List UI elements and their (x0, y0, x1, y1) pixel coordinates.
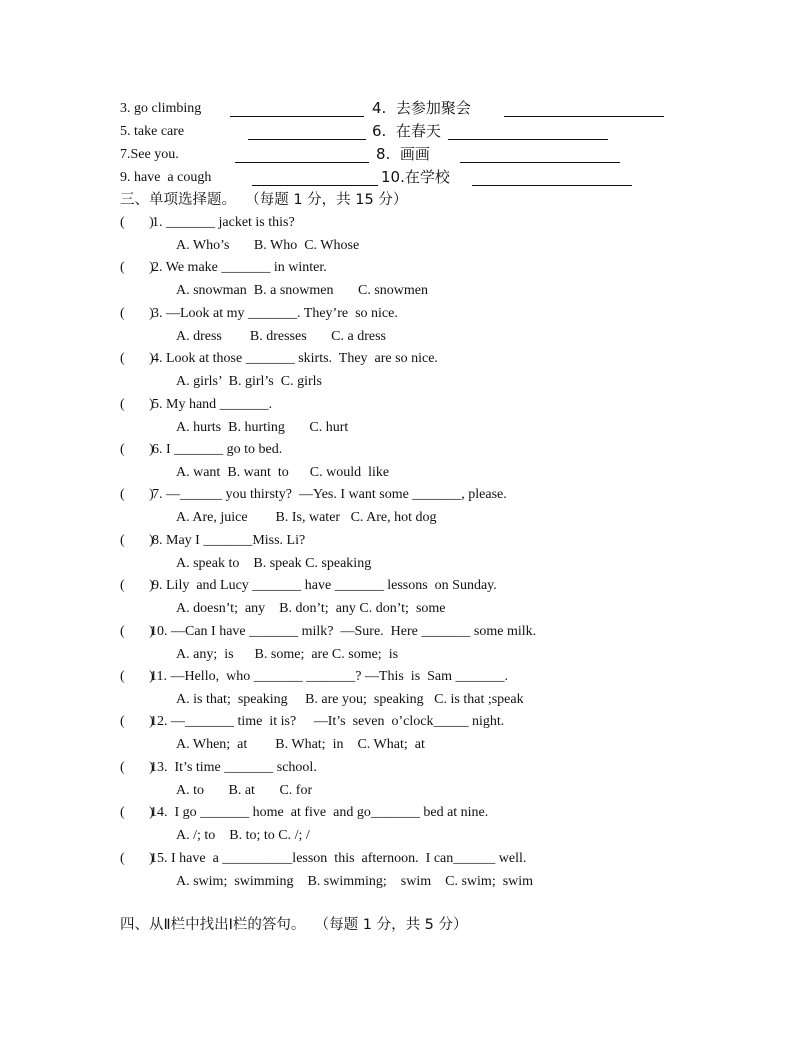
answer-paren[interactable]: ( ) (120, 215, 154, 230)
question-options: A. want B. want to C. would like (176, 465, 390, 480)
answer-blank[interactable] (504, 116, 664, 117)
phrase-en: 5. take care (120, 124, 185, 139)
phrase-cn: 10.在学校 (381, 168, 450, 186)
answer-paren[interactable]: ( ) (120, 851, 154, 866)
question-options: A. girls’ B. girl’s C. girls (176, 374, 322, 389)
question-options: A. dress B. dresses C. a dress (176, 329, 386, 344)
question-options: A. hurts B. hurting C. hurt (176, 420, 349, 435)
answer-paren[interactable]: ( ) (120, 442, 154, 457)
answer-paren[interactable]: ( ) (120, 805, 154, 820)
answer-blank[interactable] (248, 139, 366, 140)
question-text: 10. —Can I have _______ milk? —Sure. Here _______ some milk. (150, 624, 537, 639)
question-options: A. to B. at C. for (176, 783, 313, 798)
question-text: 7. —______ you thirsty? —Yes. I want some _______, please. (152, 487, 507, 502)
question-options: A. speak to B. speak C. speaking (176, 556, 372, 571)
question-text: 11. —Hello, who _______ _______? —This is Sam _______. (150, 669, 509, 684)
phrase-cn: 6. 在春天 (372, 122, 441, 140)
answer-paren[interactable]: ( ) (120, 578, 154, 593)
phrase-en: 3. go climbing (120, 101, 202, 116)
answer-blank[interactable] (460, 162, 620, 163)
phrase-en: 9. have a cough (120, 170, 212, 185)
question-options: A. swim; swimming B. swimming; swim C. swim; swim (176, 874, 534, 889)
phrase-en: 7.See you. (120, 147, 179, 162)
question-options: A. Are, juice B. Is, water C. Are, hot dog (176, 510, 437, 525)
question-options: A. any; is B. some; are C. some; is (176, 647, 399, 662)
phrase-cn: 8. 画画 (376, 145, 430, 163)
question-text: 13. It’s time _______ school. (150, 760, 317, 775)
question-options: A. When; at B. What; in C. What; at (176, 737, 425, 752)
section-3-title: 三、单项选择题。 （每题 1 分，共 15 分） (120, 192, 408, 208)
answer-paren[interactable]: ( ) (120, 624, 154, 639)
section-4-title: 四、从Ⅱ栏中找出Ⅰ栏的答句。 （每题 1 分，共 5 分） (120, 917, 468, 933)
question-text: 8. May I _______Miss. Li? (152, 533, 306, 548)
answer-blank[interactable] (448, 139, 608, 140)
question-text: 4. Look at those _______ skirts. They are so nice. (152, 351, 438, 366)
answer-paren[interactable]: ( ) (120, 533, 154, 548)
answer-paren[interactable]: ( ) (120, 669, 154, 684)
answer-paren[interactable]: ( ) (120, 306, 154, 321)
question-text: 5. My hand _______. (152, 397, 273, 412)
answer-paren[interactable]: ( ) (120, 260, 154, 275)
question-text: 14. I go _______ home at five and go_______ bed at nine. (150, 805, 489, 820)
answer-paren[interactable]: ( ) (120, 714, 154, 729)
answer-paren[interactable]: ( ) (120, 351, 154, 366)
answer-paren[interactable]: ( ) (120, 760, 154, 775)
question-text: 12. —_______ time it is? —It’s seven o’clock_____ night. (150, 714, 505, 729)
question-options: A. is that; speaking B. are you; speaking C. is that ;speak (176, 692, 524, 707)
question-options: A. Who’s B. Who C. Whose (176, 238, 360, 253)
answer-blank[interactable] (472, 185, 632, 186)
question-text: 6. I _______ go to bed. (152, 442, 283, 457)
answer-paren[interactable]: ( ) (120, 487, 154, 502)
question-options: A. snowman B. a snowmen C. snowmen (176, 283, 428, 298)
answer-blank[interactable] (252, 185, 378, 186)
question-text: 2. We make _______ in winter. (152, 260, 327, 275)
answer-blank[interactable] (235, 162, 369, 163)
phrase-cn: 4. 去参加聚会 (372, 99, 471, 117)
question-options: A. doesn’t; any B. don’t; any C. don’t; some (176, 601, 446, 616)
question-options: A. /; to B. to; to C. /; / (176, 828, 310, 843)
question-text: 15. I have a __________lesson this afternoon. I can______ well. (150, 851, 527, 866)
answer-paren[interactable]: ( ) (120, 397, 154, 412)
question-text: 3. —Look at my _______. They’re so nice. (152, 306, 398, 321)
question-text: 1. _______ jacket is this? (152, 215, 295, 230)
answer-blank[interactable] (230, 116, 364, 117)
question-text: 9. Lily and Lucy _______ have _______ lessons on Sunday. (152, 578, 497, 593)
